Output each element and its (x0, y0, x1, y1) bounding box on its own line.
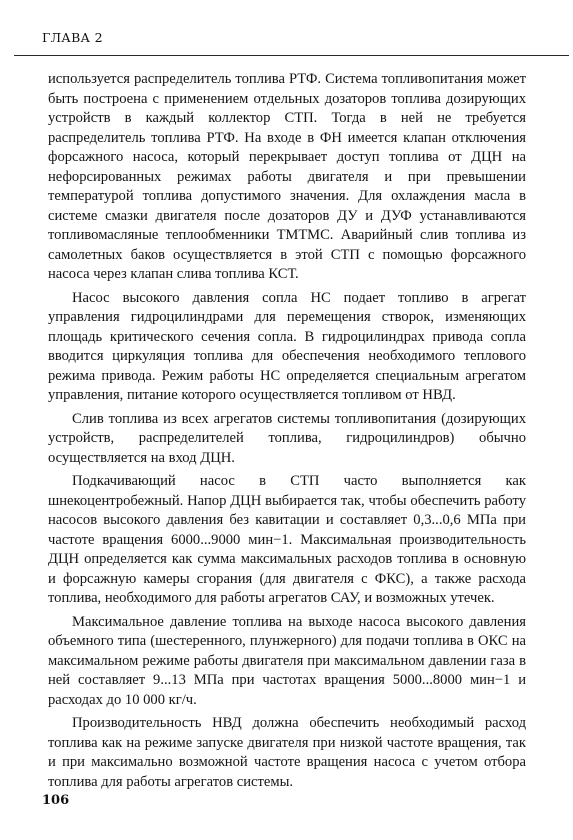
running-header: ГЛАВА 2 (42, 30, 103, 45)
paragraph-3: Слив топлива из всех агрегатов системы топливопитания (дозирующих устройств, распределителей топлива, гидроцилиндров) обычно осуществляется на вход ДЦН. (48, 410, 526, 466)
page-number: 106 (42, 793, 70, 808)
paragraph-6: Производительность НВД должна обеспечить необходимый расход топлива как на режиме запуске двигателя при низкой частоте вращения, так и при максимально возможной частоте вращения насоса с учетом отбора топлива для работы агрегатов системы. (48, 715, 526, 790)
paragraph-2: Насос высокого давления сопла НС подает топливо в агрегат управления гидроцилиндрами для перемещения створок, изменяющих площадь критического сечения сопла. В гидроцилиндрах привода сопла вводится циркуляция топлива для обеспечения необходимого теплового режима привода. Режим работы НС определяется специальным агрегатом управления, питание которого осуществляется топливом от НВД. (48, 289, 526, 403)
paragraph-5: Максимальное давление топлива на выходе насоса высокого давления объемного типа (шестеренного, плунжерного) для подачи топлива в ОКС на максимальном режиме работы двигателя при максимальном давлении газа в ней составляет 9...13 МПа при частотах вращения 5000...8000 мин−1 и расходах до 10 000 кг/ч. (48, 613, 526, 708)
paragraph-1: используется распределитель топлива РТФ. Система топливопитания может быть построена с применением отдельных дозаторов топлива дозирующих устройств в каждый коллектор СТП. Тогда в ней не требуется распределитель топлива РТФ. На входе в ФН имеется клапан отключения форсажного насоса, который перекрывает доступ топлива от ДЦН на нефорсированных режимах работы двигателя и при превышении температурой топлива допустимого значения. Для охлаждения масла в системе смазки двигателя после дозаторов ДУ и ДУФ устанавливаются топливомасляные теплообменники ТМТМС. Аварийный слив топлива из самолетных баков осуществляется в этой СТП с помощью форсажного насоса через клапан слива топлива КСТ. (48, 71, 526, 282)
paragraph-4: Подкачивающий насос в СТП часто выполняется как шнекоцентробежный. Напор ДЦН выбирается так, чтобы обеспечить работу насосов высокого давления без кавитации и составляет 0,3...0,6 МПа при частоте вращения 6000...9000 мин−1. Максимальная производительность ДЦН определяется как сумма максимальных расходов топлива в основную и форсажную камеры сгорания (для двигателя с ФКС), а также расхода топлива, необходимого для работы агрегатов САУ, и возможных утечек. (48, 473, 526, 606)
body-text (48, 70, 526, 792)
header-rule (14, 55, 569, 56)
